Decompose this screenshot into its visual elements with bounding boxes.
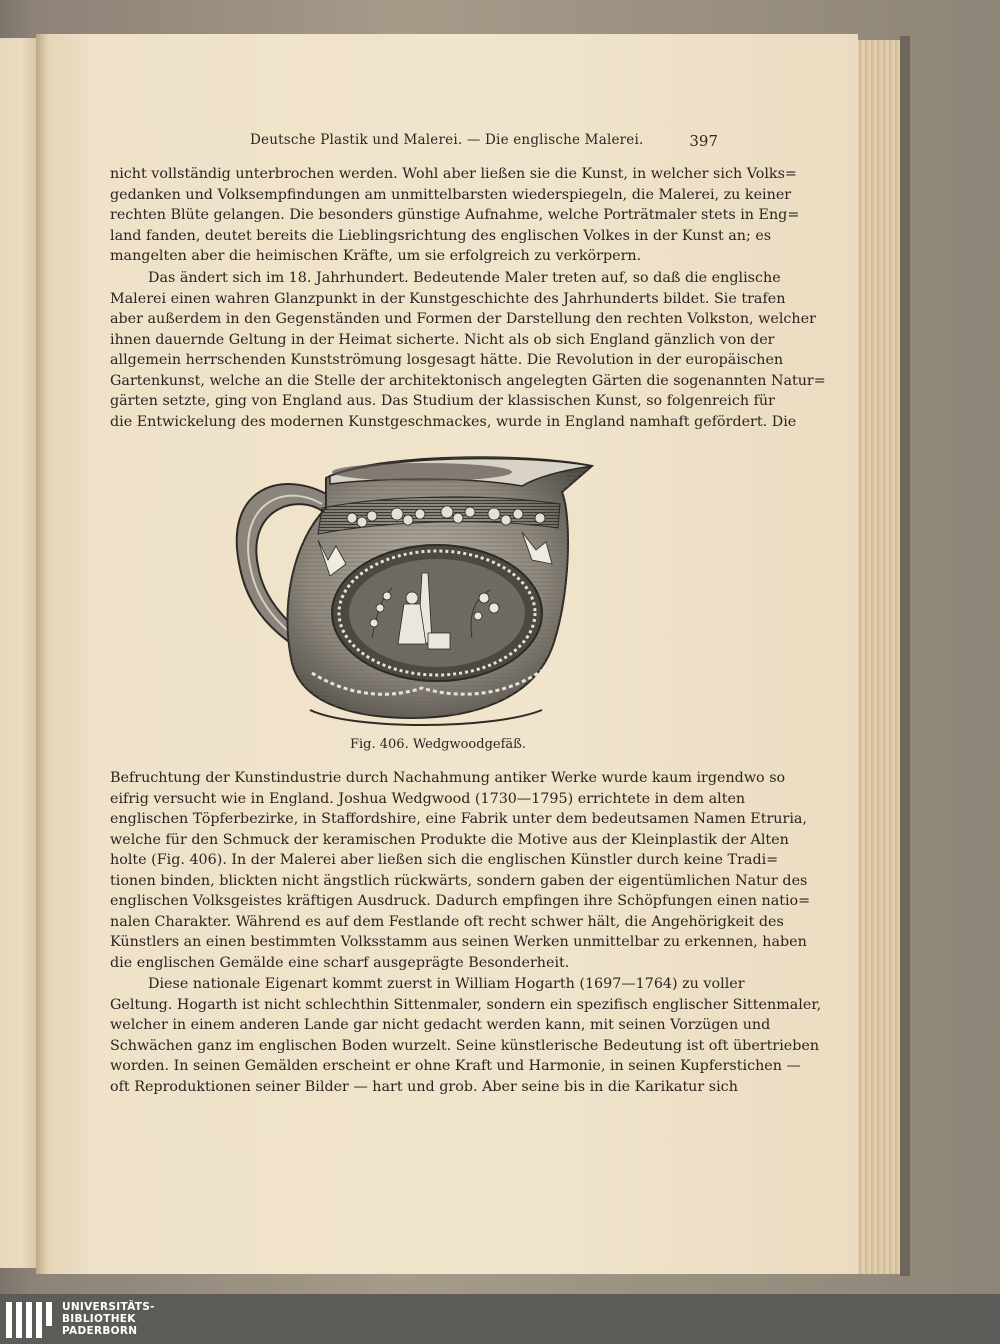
library-logo-icon [6,1302,54,1338]
paragraph-2 [110,268,826,432]
text-line: rechten Blüte gelangen. Die besonders günstige Aufnahme, welche Porträtmaler stets in Eng= [110,207,800,223]
page-number: 397 [689,132,718,150]
library-logo-text [62,1301,182,1337]
left-page-edge [0,38,38,1268]
text-line: welcher in einem anderen Lande gar nicht gedacht werden kann, mit seinen Vorzügen und [110,1017,771,1033]
text-line: Das ändert sich im 18. Jahrhundert. Bedeutende Maler treten auf, so daß die englische [148,270,781,286]
text-line: nalen Charakter. Während es auf dem Festlande oft recht schwer hält, die Angehörigkeit des [110,913,784,930]
running-title: Deutsche Plastik und Malerei. — Die englische Malerei. [250,132,644,148]
text-line: Gartenkunst, welche an die Stelle der architektonisch angelegten Gärten die sogenannten Natur= [110,372,826,389]
text-line: oft Reproduktionen seiner Bilder — hart und grob. Aber seine bis in die Karikatur sich [110,1078,738,1095]
text-line: englischen Töpferbezirke, in Staffordshire, eine Fabrik unter dem bedeutsamen Namen Etruria, [110,811,807,827]
text-line: holte (Fig. 406). In der Malerei aber ließen sich die englischen Künstler durch keine Tradi= [110,852,779,868]
text-line: worden. In seinen Gemälden erscheint er ohne Kraft und Harmonie, in seinen Kupferstichen — [110,1058,801,1074]
running-header [110,132,718,152]
text-line: Schwächen ganz im englischen Boden wurzelt. Seine künstlerische Bedeutung ist oft übertrieben [110,1037,820,1054]
text-line: die englischen Gemälde eine scharf ausgeprägte Besonderheit. [110,954,570,971]
wedgwood-jug-illustration [222,448,602,730]
logo-line: UNIVERSITÄTS- [62,1301,155,1313]
text-line: mangelten aber die heimischen Kräfte, um sie erfolgreich zu verkörpern. [110,248,642,264]
text-line: ihnen dauernde Geltung in der Heimat sicherte. Nicht als ob sich England gänzlich von der [110,331,775,348]
text-line: land fanden, deutet bereits die Lieblingsrichtung des englischen Volkes in der Kunst an; es [110,227,772,244]
text-line: die Entwickelung des modernen Kunstgeschmackes, wurde in England namhaft gefördert. Die [110,413,797,430]
text-line: Diese nationale Eigenart kommt zuerst in William Hogarth (1697—1764) zu voller [148,976,745,992]
text-line: englischen Volksgeistes kräftigen Ausdruck. Dadurch empfingen ihre Schöpfungen einen natio= [110,893,811,909]
figure-caption: Fig. 406. Wedgwoodgefäß. [350,737,526,752]
text-line: eifrig versucht wie in England. Joshua Wedgwood (1730—1795) errichtete in dem alten [110,790,746,807]
logo-line: PADERBORN [62,1325,138,1337]
logo-line: BIBLIOTHEK [62,1313,136,1325]
text-line: Befruchtung der Kunstindustrie durch Nachahmung antiker Werke wurde kaum irgendwo so [110,770,786,786]
text-line: aber außerdem in den Gegenständen und Formen der Darstellung den rechten Volkston, welcher [110,311,816,327]
paragraph-4 [110,974,822,1097]
library-footer [0,1294,1000,1344]
text-line: Künstlers an einen bestimmten Volksstamm aus seinen Werken unmittelbar zu erkennen, haben [110,934,807,950]
paragraph-1 [110,164,800,267]
text-line: Geltung. Hogarth ist nicht schlechthin Sittenmaler, sondern ein spezifisch englischer Sittenmaler, [110,996,822,1013]
cover-edge [900,36,910,1276]
paragraph-3 [110,768,811,973]
text-line: nicht vollständig unterbrochen werden. Wohl aber ließen sie die Kunst, in welcher sich Volks= [110,166,797,182]
text-line: allgemein herrschenden Kunstströmung losgesagt hätte. Die Revolution in der europäischen [110,352,784,368]
text-line: gedanken und Volksempfindungen am unmittelbarsten wiederspiegeln, die Malerei, zu keiner [110,186,792,203]
text-line: gärten setzte, ging von England aus. Das Studium der klassischen Kunst, so folgenreich für [110,393,775,409]
text-line: welche für den Schmuck der keramischen Produkte die Motive aus der Kleinplastik der Alten [110,831,789,848]
text-line: tionen binden, blickten nicht ängstlich rückwärts, sondern gaben der eigentümlichen Natur des [110,872,808,889]
text-line: Malerei einen wahren Glanzpunkt in der Kunstgeschichte des Jahrhunderts bildet. Sie trafen [110,290,786,307]
